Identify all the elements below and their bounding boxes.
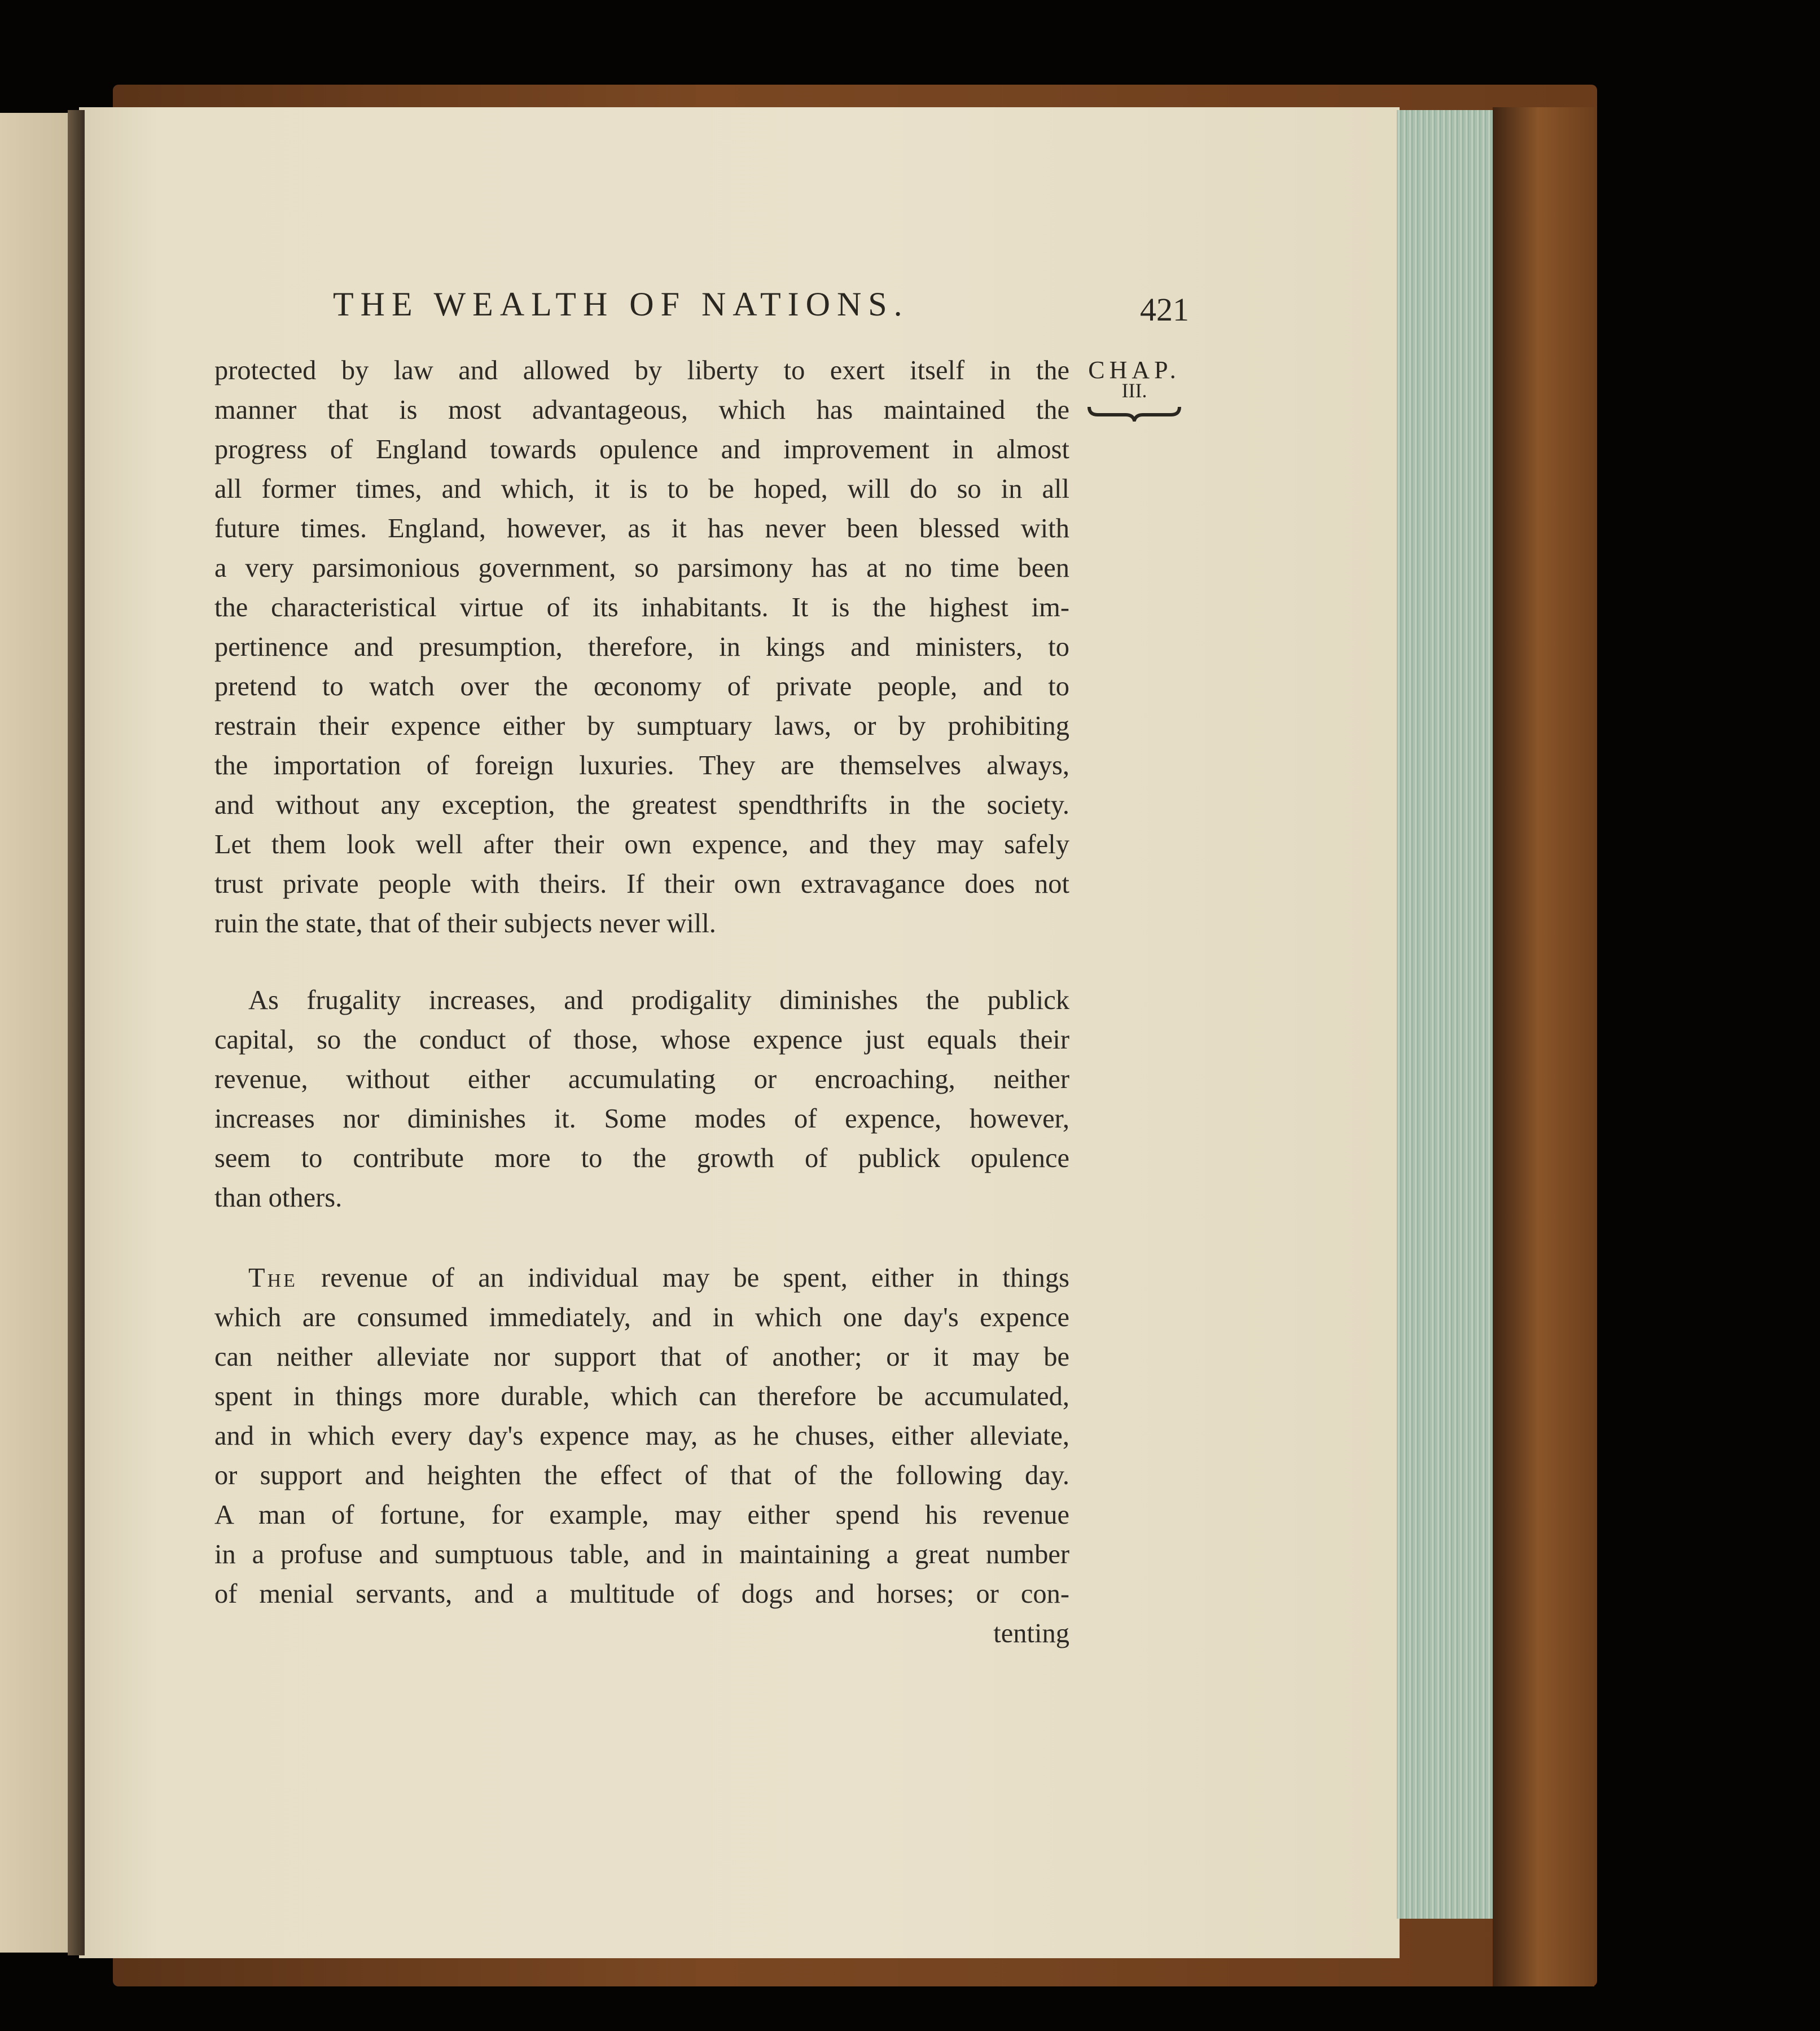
lead-word: The xyxy=(248,1263,297,1293)
text-line: restrain their expence either by sumptuary laws, or by prohibiting xyxy=(214,711,1069,741)
text-line: of menial servants, and a multitude of dogs and horses; or con- xyxy=(214,1579,1069,1609)
text-line: and in which every day's expence may, as he chuses, either alleviate, xyxy=(214,1421,1069,1451)
text-line: and without any exception, the greatest spendthrifts in the society. xyxy=(214,790,1069,820)
text-line: or support and heighten the effect of that of the following day. xyxy=(214,1460,1069,1490)
body-text xyxy=(214,351,1069,1653)
text-line: capital, so the conduct of those, whose expence just equals their xyxy=(214,1025,1069,1055)
text-line: As frugality increases, and prodigality diminishes the publick xyxy=(248,985,1069,1015)
text-line: ruin the state, that of their subjects never will. xyxy=(214,909,716,938)
chapter-number: III. xyxy=(1121,379,1147,402)
margin-note xyxy=(1078,356,1191,422)
text-line: manner that is most advantageous, which has maintained the xyxy=(214,395,1069,425)
page-number: 421 xyxy=(1140,291,1189,328)
text-line: A man of fortune, for example, may either spend his revenue xyxy=(214,1500,1069,1530)
text-line: progress of England towards opulence and improvement in almost xyxy=(214,435,1069,464)
text-line: a very parsimonious government, so parsimony has at no time been xyxy=(214,553,1069,583)
paragraph-1 xyxy=(214,351,1069,944)
text-line: in a profuse and sumptuous table, and in maintaining a great number xyxy=(214,1539,1069,1569)
text-line: pertinence and presumption, therefore, in kings and ministers, to xyxy=(214,632,1069,662)
text-line: can neither alleviate nor support that of another; or it may be xyxy=(214,1342,1069,1372)
page-edges xyxy=(1397,110,1493,1919)
running-title: THE WEALTH OF NATIONS. xyxy=(333,286,909,323)
text-line: the characteristical virtue of its inhabitants. It is the highest im- xyxy=(214,593,1069,622)
brace-ornament-icon xyxy=(1086,402,1182,422)
catchword: tenting xyxy=(993,1618,1069,1648)
text-line: all former times, and which, it is to be hoped, will do so in all xyxy=(214,474,1069,504)
text-line: trust private people with theirs. If their own extravagance does not xyxy=(214,869,1069,899)
paragraph-3 xyxy=(214,1258,1069,1614)
paragraph-2 xyxy=(214,981,1069,1218)
text-line: The revenue of an individual may be spent, either in things xyxy=(248,1263,1069,1293)
text-line: seem to contribute more to the growth of publick opulence xyxy=(214,1143,1069,1173)
text-line: increases nor diminishes it. Some modes of expence, however, xyxy=(214,1104,1069,1134)
gutter xyxy=(68,110,85,1955)
text-line: future times. England, however, as it has never been blessed with xyxy=(214,514,1069,543)
text-line: the importation of foreign luxuries. They are themselves always, xyxy=(214,751,1069,780)
facing-page-edge xyxy=(0,113,73,1953)
text-line: which are consumed immediately, and in which one day's expence xyxy=(214,1302,1069,1332)
text-line: spent in things more durable, which can therefore be accumulated, xyxy=(214,1381,1069,1411)
chapter-label: CHAP. xyxy=(1088,356,1181,384)
text-line: pretend to watch over the œconomy of private people, and to xyxy=(214,672,1069,701)
text-line: protected by law and allowed by liberty to exert itself in the xyxy=(214,356,1069,385)
text-line: revenue, without either accumulating or encroaching, neither xyxy=(214,1064,1069,1094)
text-line: Let them look well after their own expence, and they may safely xyxy=(214,830,1069,859)
spine-board xyxy=(1493,107,1594,1986)
text-line: than others. xyxy=(214,1183,343,1213)
